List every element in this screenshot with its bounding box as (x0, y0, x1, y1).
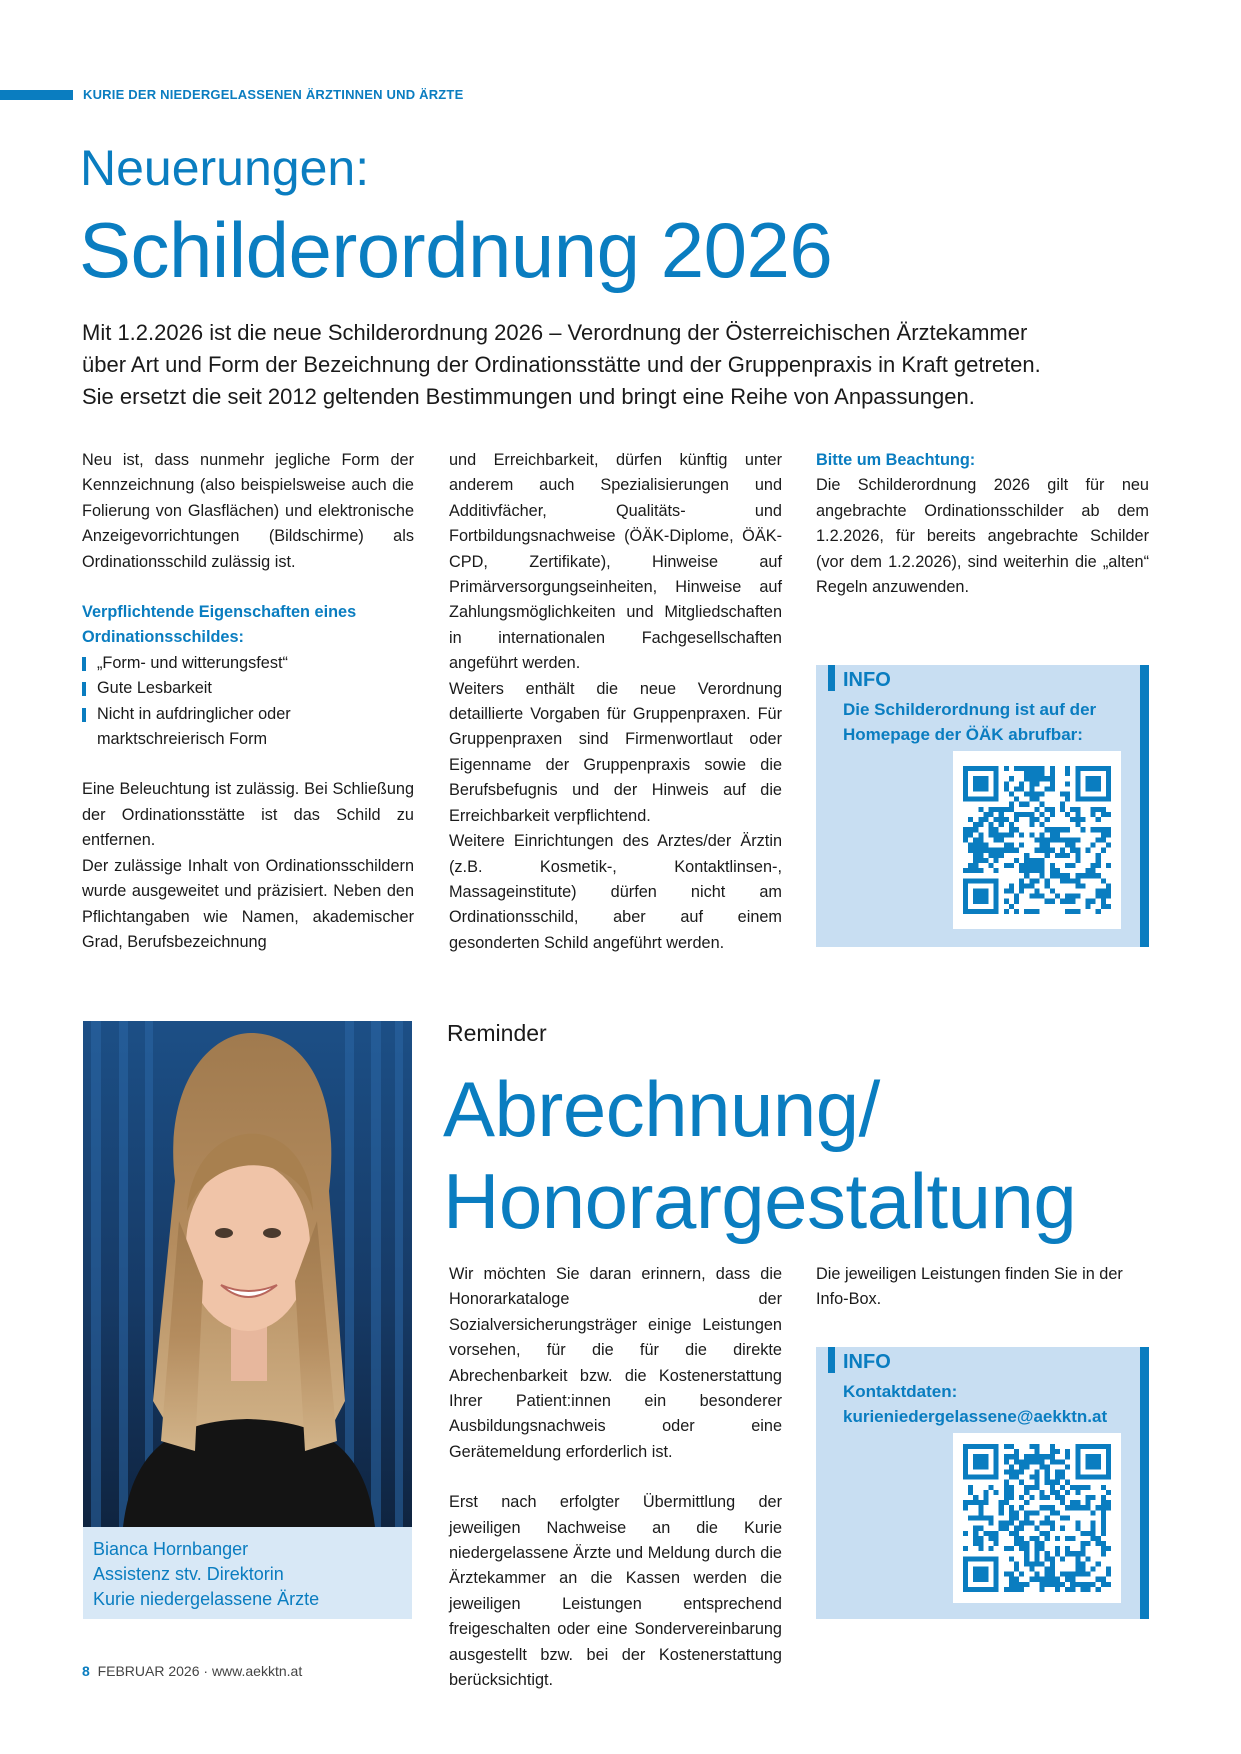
lead-line: Sie ersetzt die seit 2012 geltenden Bestimmungen und bringt eine Reihe von Anpassungen. (82, 384, 975, 409)
lead-line: Mit 1.2.2026 ist die neue Schilderordnung 2026 – Verordnung der Österreichischen Ärztekammer (82, 320, 1028, 345)
subheading: Bitte um Beachtung: (816, 451, 976, 469)
lead-line: über Art und Form der Bezeichnung der Ordinationsstätte und der Gruppenpraxis in Kraft getreten. (82, 352, 1041, 377)
photo-caption (83, 1527, 412, 1619)
subheading: Verpflichtende Eigenschaften eines Ordinationsschildes: (82, 603, 357, 647)
article1-title-line2: Schilderordnung 2026 (79, 206, 833, 294)
paragraph: und Erreichbarkeit, dürfen künftig unter anderem auch Spezialisierungen und Additivfächer, Qualitäts- und Fortbildungsnachweise (ÖÄK-Diplome, ÖÄK-CPD, Zertifikate), Hinweise auf Primärversorgungseinheiten, Hinweise auf Zahlungsmöglichkeiten und Mitgliedschaften in internationalen Fachgesellschaften angeführt werden. (449, 451, 782, 673)
info-box-kontakt (816, 1347, 1149, 1619)
bullet-list (82, 651, 414, 753)
article1-title-line1: Neuerungen: (80, 140, 370, 196)
article1-column1 (82, 448, 414, 955)
section-kicker: KURIE DER NIEDERGELASSENEN ÄRZTINNEN UND ÄRZTE (83, 87, 464, 102)
list-item: Nicht in aufdringlicher oder marktschreierisch Form (82, 702, 414, 753)
info-line: Homepage der ÖÄK abrufbar: (843, 725, 1083, 744)
page-number: 8 (82, 1663, 90, 1679)
info-line: Kontaktdaten: (843, 1382, 958, 1401)
kicker-bar (0, 90, 73, 100)
person-name: Bianca Hornbanger (93, 1539, 249, 1559)
info-text (843, 697, 1096, 747)
page-footer (82, 1663, 302, 1679)
article2-title-line1: Abrechnung/ (443, 1065, 880, 1153)
portrait-illustration (83, 1021, 412, 1527)
paragraph: Die jeweiligen Leistungen finden Sie in der Info-Box. (816, 1265, 1123, 1309)
qr-code-frame (953, 751, 1121, 929)
qr-code-frame (953, 1433, 1121, 1603)
article2-column3 (816, 1262, 1149, 1313)
person-department: Kurie niedergelassene Ärzte (93, 1589, 320, 1609)
paragraph: Die Schilderordnung 2026 gilt für neu angebrachte Ordinationsschilder ab dem 1.2.2026, für bereits angebrachte Schilder (vor dem 1.2.2026), sind weiterhin die „alten“ Regeln anzuwenden. (816, 476, 1149, 597)
info-title: INFO (843, 1351, 891, 1373)
article2-title (443, 1063, 1076, 1247)
info-bar (828, 1347, 835, 1373)
paragraph: Weiters enthält die neue Verordnung detaillierte Vorgaben für Gruppenpraxen. Für Gruppenpraxen sind Firmenwortlaut oder Eigenname der Gruppenpraxis sowie die Berufsbefugnis und der Hinweis auf die Erreichbarkeit verpflichtend. (449, 679, 782, 825)
article2-title-line2: Honorargestaltung (443, 1157, 1077, 1245)
footer-text: FEBRUAR 2026 · www.aekktn.at (97, 1663, 303, 1679)
article1-lead (82, 317, 1082, 413)
info-bar (828, 665, 835, 691)
info-title: INFO (843, 669, 891, 691)
person-role: Assistenz stv. Direktorin (93, 1564, 284, 1584)
paragraph: Der zulässige Inhalt von Ordinationsschildern wurde ausgeweitet und präzisiert. Neben den Pflichtangaben wie Namen, akademischer Grad, Berufsbezeichnung (82, 856, 414, 951)
paragraph: Eine Beleuchtung ist zulässig. Bei Schließung der Ordinationsstätte ist das Schild zu entfernen. (82, 780, 414, 850)
article2-kicker: Reminder (447, 1020, 547, 1046)
list-item: Gute Lesbarkeit (82, 676, 414, 701)
list-item: „Form- und witterungsfest“ (82, 651, 414, 676)
qr-code-icon[interactable] (963, 766, 1111, 914)
paragraph: Neu ist, dass nunmehr jegliche Form der Kennzeichnung (also beispielsweise auch die Folierung von Glasflächen) und elektronische Anzeigevorrichtungen (Bildschirme) als Ordinationsschild zulässig ist. (82, 451, 414, 571)
info-line: Die Schilderordnung ist auf der (843, 700, 1097, 719)
qr-code-icon[interactable] (963, 1444, 1111, 1592)
paragraph: Weitere Einrichtungen des Arztes/der Ärztin (z.B. Kosmetik-, Kontaktlinsen-, Massageinstitute) dürfen nicht am Ordinationsschild, aber auf einem gesonderten Schild angeführt werden. (449, 832, 782, 952)
contact-email-link[interactable]: kurieniedergelassene@aekktn.at (843, 1407, 1108, 1426)
article2-column2 (449, 1262, 782, 1694)
portrait-photo (83, 1021, 412, 1527)
article1-column3 (816, 448, 1149, 600)
info-box-schilderordnung (816, 665, 1149, 947)
paragraph: Erst nach erfolgter Übermittlung der jeweiligen Nachweise an die Kurie niedergelassene Ärzte und Meldung durch die Ärztekammer an die Kassen werden die jeweiligen Leistungen entsprechend freigeschalten oder eine Sondervereinbarung ausgestellt bzw. bei der Kostenerstattung berücksichtigt. (449, 1493, 782, 1690)
paragraph: Wir möchten Sie daran erinnern, dass die Honorarkataloge der Sozialversicherungsträger einige Leistungen vorsehen, für die für die direkte Abrechenbarkeit bzw. die Kostenerstattung Ihrer Patient:innen ein besonderer Ausbildungsnachweis oder eine Gerätemeldung erforderlich ist. (449, 1265, 782, 1461)
article1-column2 (449, 448, 782, 956)
info-text (843, 1379, 1107, 1429)
